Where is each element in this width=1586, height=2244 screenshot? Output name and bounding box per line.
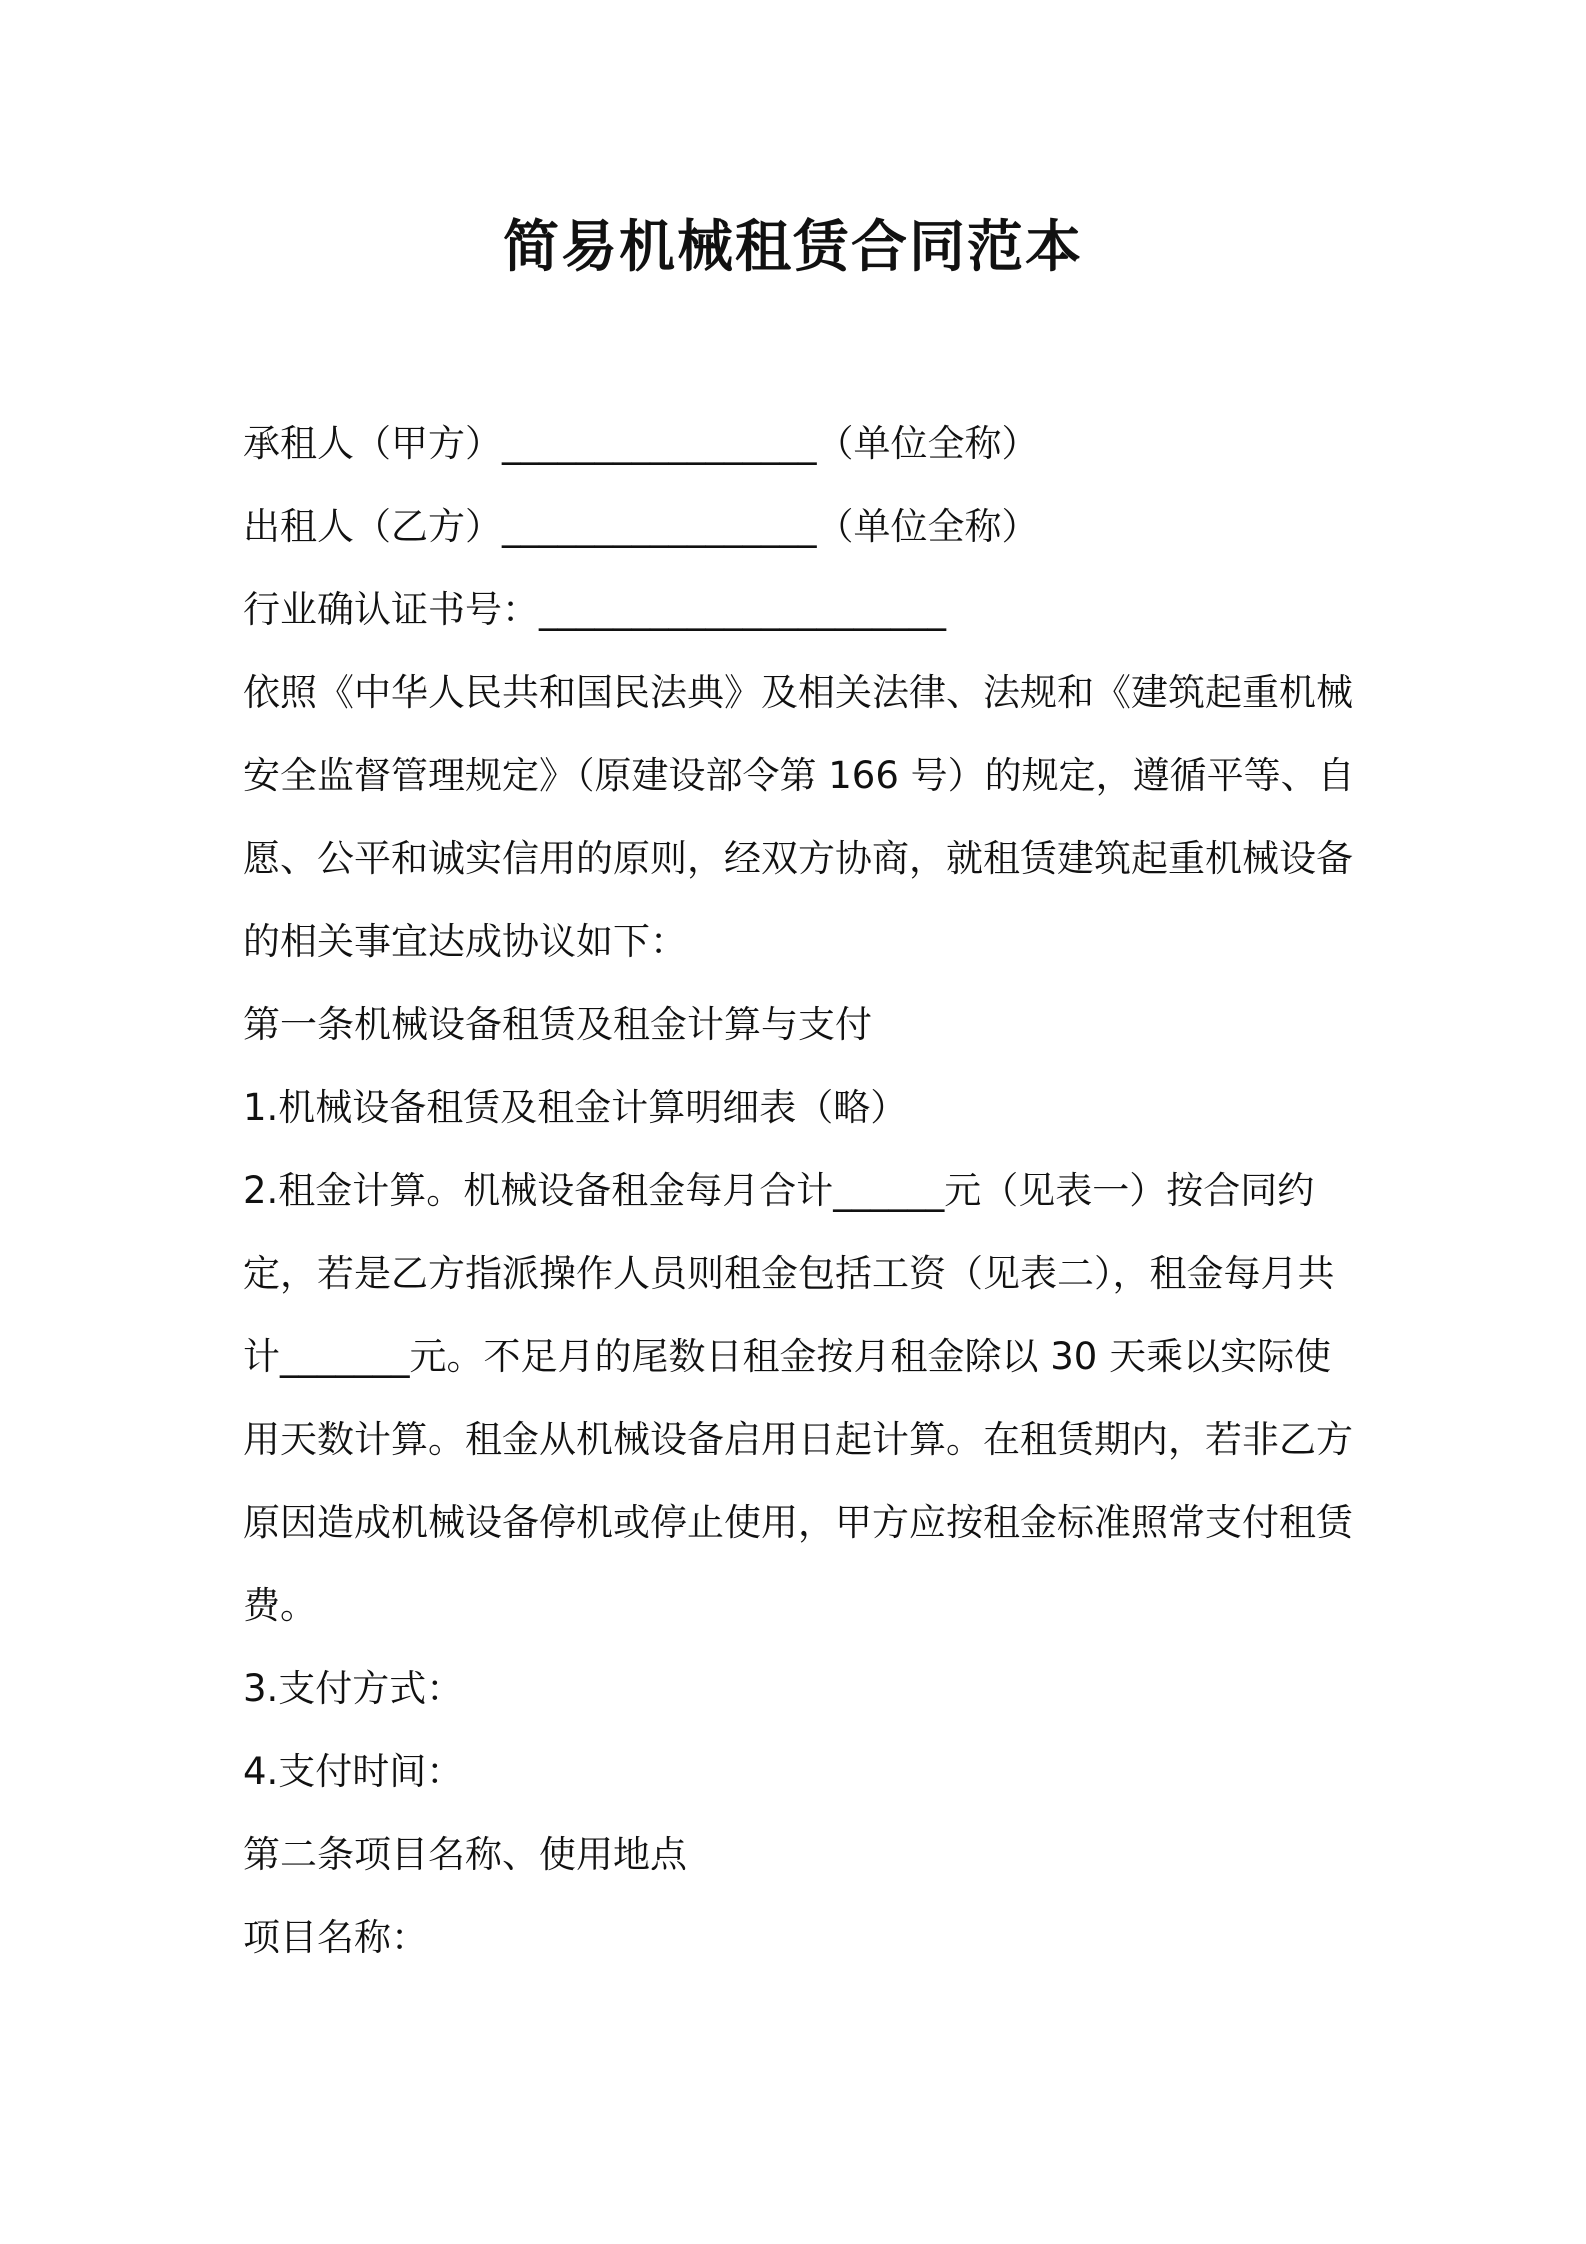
item2-paragraph: [243, 1149, 1353, 1647]
lessor-line: 出租人（乙方）_________________（单位全称）: [243, 505, 1039, 548]
item4-line: 4.支付时间：: [243, 1750, 464, 1793]
intro-line: 的相关事宜达成协议如下：: [243, 920, 687, 963]
article2-heading: 第二条项目名称、使用地点: [243, 1833, 687, 1876]
document-body: [243, 402, 1353, 1979]
item2-line: 定，若是乙方指派操作人员则租金包括工资（见表二），租金每月共: [243, 1252, 1335, 1295]
document-title: 简易机械租赁合同范本: [503, 215, 1083, 280]
article1-heading: 第一条机械设备租赁及租金计算与支付: [243, 1003, 872, 1046]
intro-line: 安全监督管理规定》（原建设部令第 166 号）的规定，遵循平等、自: [243, 754, 1355, 797]
item2-line: 费。: [243, 1584, 317, 1627]
item2-line: 计_______元。不足月的尾数日租金按月租金除以 30 天乘以实际使: [243, 1335, 1332, 1378]
item2-line: 用天数计算。租金从机械设备启用日起计算。在租赁期内，若非乙方: [243, 1418, 1353, 1461]
project-name-label: 项目名称：: [243, 1916, 428, 1959]
intro-paragraph: [243, 651, 1353, 983]
item1-line: 1.机械设备租赁及租金计算明细表（略）: [243, 1086, 908, 1129]
intro-line: 依照《中华人民共和国民法典》及相关法律、法规和《建筑起重机械: [243, 671, 1353, 714]
certificate-line: 行业确认证书号：______________________: [243, 588, 946, 631]
lessee-line: 承租人（甲方）_________________（单位全称）: [243, 422, 1039, 465]
item2-line: 2.租金计算。机械设备租金每月合计______元（见表一）按合同约: [243, 1169, 1315, 1212]
intro-line: 愿、公平和诚实信用的原则，经双方协商，就租赁建筑起重机械设备: [243, 837, 1353, 880]
item3-line: 3.支付方式：: [243, 1667, 464, 1710]
item2-line: 原因造成机械设备停机或停止使用，甲方应按租金标准照常支付租赁: [243, 1501, 1353, 1544]
